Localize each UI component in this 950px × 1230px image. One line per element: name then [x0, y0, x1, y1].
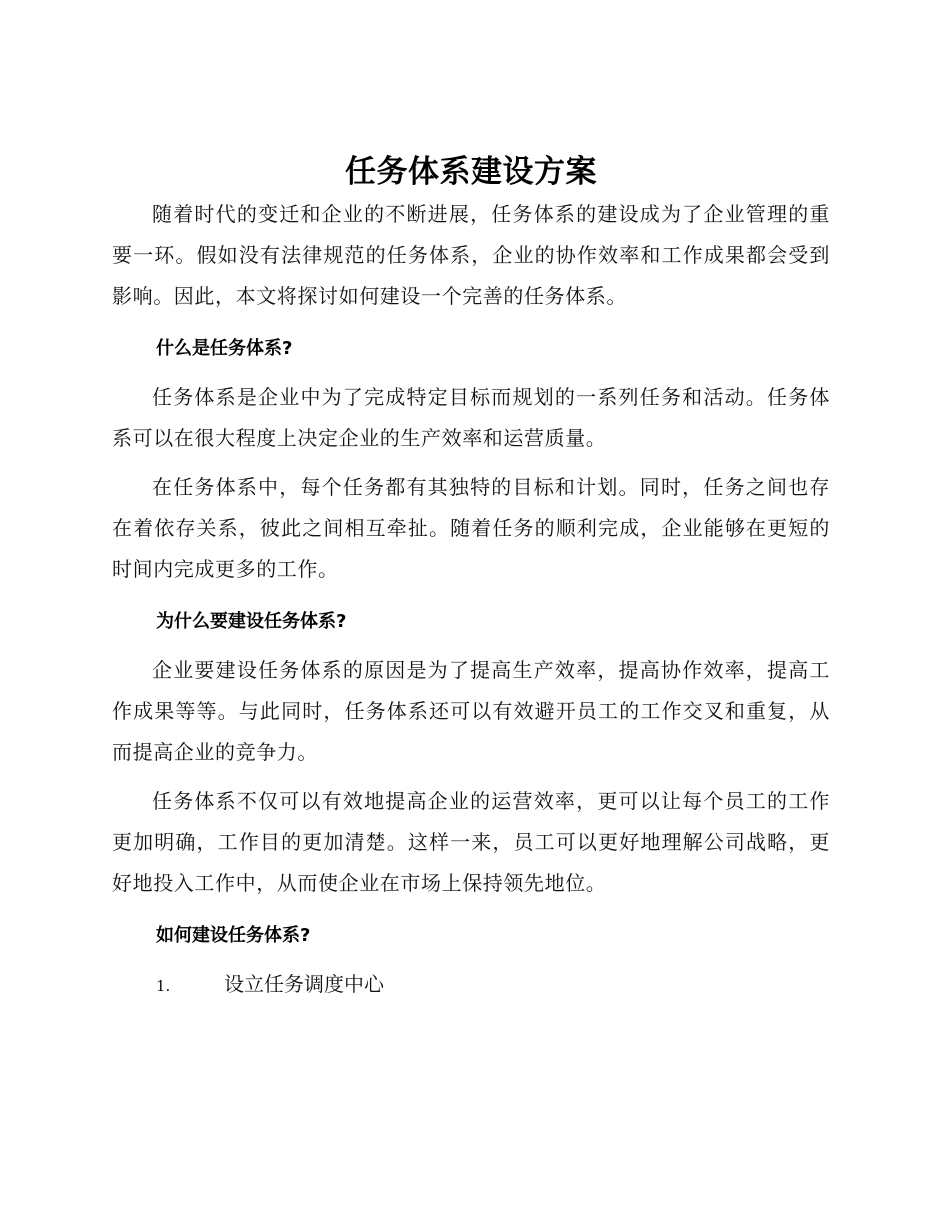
section-heading-why: 为什么要建设任务体系?: [156, 611, 347, 632]
list-item-text: 设立任务调度中心: [224, 972, 384, 996]
section-what-paragraph-1: 任务体系是企业中为了完成特定目标而规划的一系列任务和活动。任务体系可以在很大程度上决定企业的生产效率和运营质量。: [112, 385, 830, 450]
document-body: [112, 150, 830, 1007]
list-item-number: 1.: [156, 977, 171, 995]
intro-paragraph: 随着时代的变迁和企业的不断进展，任务体系的建设成为了企业管理的重要一环。假如没有法律规范的任务体系，企业的协作效率和工作成果都会受到影响。因此，本文将探讨如何建设一个完善的任务体系。: [112, 202, 830, 308]
section-heading-what: 什么是任务体系?: [156, 338, 293, 359]
section-heading-how: 如何建设任务体系?: [156, 925, 311, 946]
section-why-paragraph-2: 任务体系不仅可以有效地提高企业的运营效率，更可以让每个员工的工作更加明确，工作目的更加清楚。这样一来，员工可以更好地理解公司战略，更好地投入工作中，从而使企业在市场上保持领先地位。: [112, 789, 830, 895]
list-item: [112, 964, 830, 1007]
section-why-paragraph-1: 企业要建设任务体系的原因是为了提高生产效率，提高协作效率，提高工作成果等等。与此同时，任务体系还可以有效避开员工的工作交叉和重复，从而提高企业的竞争力。: [112, 658, 830, 764]
document-title: 任务体系建设方案: [345, 154, 597, 190]
section-what-paragraph-2: 在任务体系中，每个任务都有其独特的目标和计划。同时，任务之间也存在着依存关系，彼此之间相互牵扯。随着任务的顺利完成，企业能够在更短的时间内完成更多的工作。: [112, 475, 830, 581]
